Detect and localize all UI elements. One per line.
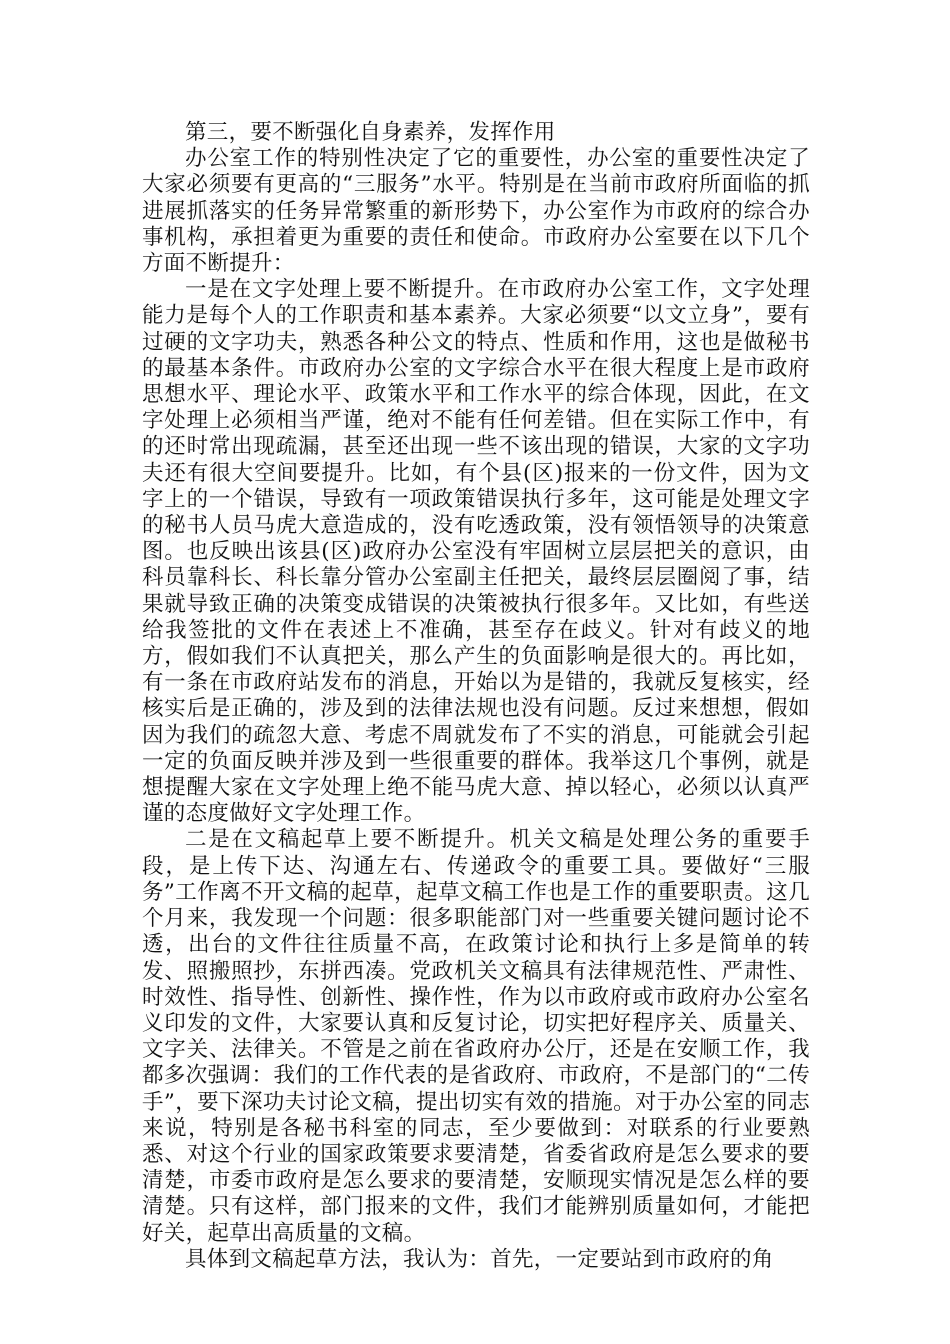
paragraph-intro: 办公室工作的特别性决定了它的重要性，办公室的重要性决定了大家必须要有更高的“三服务”水平。特别是在当前市政府所面临的抓进展抓落实的任务异常繁重的新形势下，办公室作为市政府的综合办事机构，承担着更为重要的责任和使命。市政府办公室要在以下几个方面不断提升： [142, 146, 810, 277]
paragraph-drafting: 二是在文稿起草上要不断提升。机关文稿是处理公务的重要手段，是上传下达、沟通左右、传递政令的重要工具。要做好“三服务”工作离不开文稿的起草，起草文稿工作也是工作的重要职责。这几个月来，我发现一个问题：很多职能部门对一些重要关键问题讨论不透，出台的文件往往质量不高，在政策讨论和执行上多是简单的转发、照搬照抄，东拼西凑。党政机关文稿具有法律规范性、严肃性、时效性、指导性、创新性、操作性，作为以市政府或市政府办公室名义印发的文件，大家要认真和反复讨论，切实把好程序关、质量关、文字关、法律关。不管是之前在省政府办公厅，还是在安顺工作，我都多次强调：我们的工作代表的是省政府、市政府，不是部门的“二传手”，要下深功夫讨论文稿，提出切实有效的措施。对于办公室的同志来说，特别是各秘书科室的同志，至少要做到：对联系的行业要熟悉、对这个行业的国家政策要求要清楚，省委省政府是怎么要求的要清楚，市委市政府是怎么要求的要清楚，安顺现实情况是怎么样的要清楚。只有这样，部门报来的文件，我们才能辨别质量如何，才能把好关，起草出高质量的文稿。 [142, 827, 810, 1246]
document-body [142, 120, 810, 1273]
paragraph-drafting-method: 具体到文稿起草方法，我认为：首先，一定要站到市政府的角 [185, 1246, 774, 1272]
section-heading: 第三，要不断强化自身素养，发挥作用 [185, 120, 556, 145]
paragraph-text-processing: 一是在文字处理上要不断提升。在市政府办公室工作，文字处理能力是每个人的工作职责和基本素养。大家必须要“以文立身”，要有过硬的文字功夫，熟悉各种公文的特点、性质和作用，这也是做秘书的最基本条件。市政府办公室的文字综合水平在很大程度上是市政府思想水平、理论水平、政策水平和工作水平的综合体现，因此，在文字处理上必须相当严谨，绝对不能有任何差错。但在实际工作中，有的还时常出现疏漏，甚至还出现一些不该出现的错误，大家的文字功夫还有很大空间要提升。比如，有个县(区)报来的一份文件，因为文字上的一个错误，导致有一项政策错误执行多年，这可能是处理文字的秘书人员马虎大意造成的，没有吃透政策，没有领悟领导的决策意图。也反映出该县(区)政府办公室没有牢固树立层层把关的意识，由科员靠科长、科长靠分管办公室副主任把关，最终层层圈阅了事，结果就导致正确的决策变成错误的决策被执行很多年。又比如，有些送给我签批的文件在表述上不准确，甚至存在歧义。针对有歧义的地方，假如我们不认真把关，那么产生的负面影响是很大的。再比如，有一条在市政府站发布的消息，开始以为是错的，我就反复核实，经核实后是正确的，涉及到的法律法规也没有问题。反过来想想，假如因为我们的疏忽大意、考虑不周就发布了不实的消息，可能就会引起一定的负面反映并涉及到一些很重要的群体。我举这几个事例，就是想提醒大家在文字处理上绝不能马虎大意、掉以轻心，必须以认真严谨的态度做好文字处理工作。 [142, 277, 810, 827]
